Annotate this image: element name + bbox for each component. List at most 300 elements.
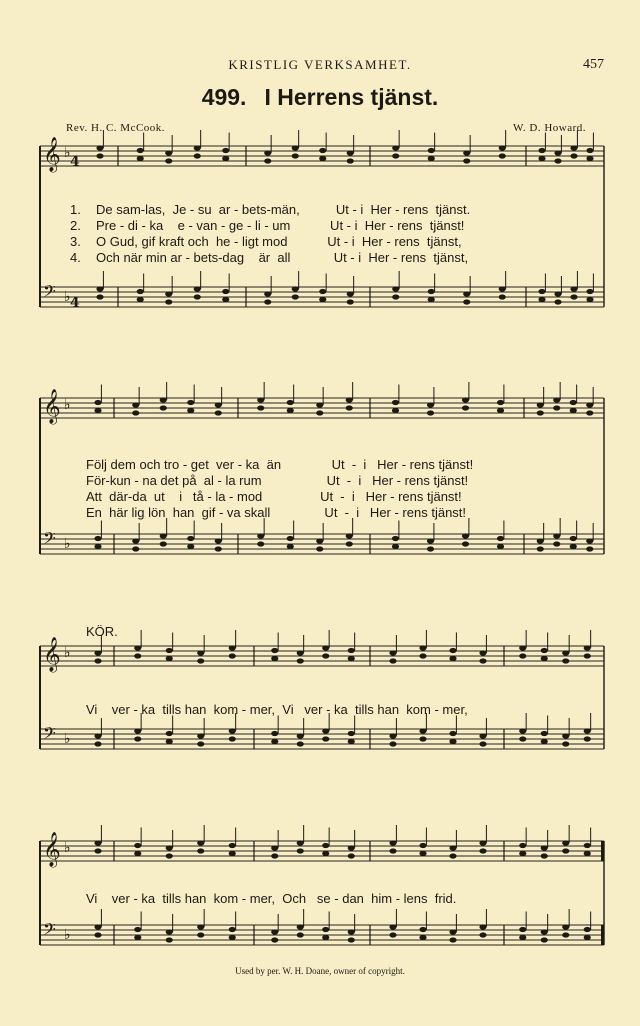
note-head — [257, 405, 264, 410]
note-head — [428, 289, 435, 294]
note-head — [197, 733, 204, 738]
note-head — [389, 650, 396, 655]
note-head — [519, 653, 526, 658]
verse-2-continuation: För-kun - na det på al - la rum Ut - i Her - rens tjänst! — [86, 473, 469, 488]
note-head — [499, 286, 506, 291]
note-head — [541, 648, 548, 653]
note-head — [160, 405, 167, 410]
note-head — [94, 924, 101, 929]
note-head — [479, 650, 486, 655]
note-head — [479, 848, 486, 853]
note-head — [541, 731, 548, 736]
note-head — [222, 289, 229, 294]
note-head — [497, 544, 504, 549]
note-head — [392, 400, 399, 405]
treble-clef-icon: 𝄞 — [43, 137, 61, 172]
note-head — [271, 937, 278, 942]
note-head — [134, 736, 141, 741]
bass-clef-icon: 𝄢 — [43, 919, 56, 943]
note-head — [137, 148, 144, 153]
note-head — [166, 853, 173, 858]
note-head — [462, 533, 469, 538]
chorus-line-2: Vi ver - ka tills han kom - mer, Och se - dan him - lens frid. — [86, 891, 457, 906]
note-head — [392, 153, 399, 158]
note-head — [292, 294, 299, 299]
note-head — [316, 402, 323, 407]
note-head — [570, 536, 577, 541]
hymn-number: 499. — [201, 84, 247, 110]
note-head — [287, 400, 294, 405]
note-head — [538, 297, 545, 302]
note-head — [297, 840, 304, 845]
note-head — [479, 932, 486, 937]
note-head — [392, 536, 399, 541]
bass-clef-icon: 𝄢 — [43, 281, 56, 305]
note-head — [292, 153, 299, 158]
note-head — [160, 541, 167, 546]
note-head — [229, 728, 236, 733]
note-head — [463, 291, 470, 296]
note-head — [322, 653, 329, 658]
note-head — [271, 731, 278, 736]
note-head — [322, 645, 329, 650]
note-head — [348, 853, 355, 858]
note-head — [194, 145, 201, 150]
note-head — [271, 739, 278, 744]
note-head — [428, 297, 435, 302]
note-head — [264, 291, 271, 296]
note-head — [322, 728, 329, 733]
note-head — [94, 741, 101, 746]
treble-clef-icon: 𝄞 — [43, 389, 61, 424]
treble-clef-icon: 𝄞 — [43, 637, 61, 672]
note-head — [322, 851, 329, 856]
composer-credit: W. D. Howard. — [513, 122, 586, 134]
note-head — [194, 286, 201, 291]
note-head — [137, 297, 144, 302]
note-head — [586, 538, 593, 543]
note-head — [537, 546, 544, 551]
note-head — [166, 929, 173, 934]
note-head — [419, 851, 426, 856]
time-signature-icon: 4 — [70, 295, 80, 311]
note-head — [166, 656, 173, 661]
flat-sign-icon: ♭ — [64, 397, 71, 413]
note-head — [428, 148, 435, 153]
note-head — [165, 150, 172, 155]
note-head — [346, 405, 353, 410]
note-head — [197, 848, 204, 853]
note-head — [427, 538, 434, 543]
note-head — [537, 410, 544, 415]
verse-1-continuation: Följ dem och tro - get ver - ka än Ut - i Her - rens tjänst! — [86, 457, 474, 472]
note-head — [271, 853, 278, 858]
note-head — [562, 658, 569, 663]
note-head — [584, 927, 591, 932]
note-head — [319, 156, 326, 161]
note-head — [419, 645, 426, 650]
note-head — [96, 294, 103, 299]
note-head — [554, 158, 561, 163]
note-head — [541, 853, 548, 858]
note-head — [537, 402, 544, 407]
note-head — [94, 408, 101, 413]
note-head — [586, 289, 593, 294]
note-head — [586, 148, 593, 153]
note-head — [427, 546, 434, 551]
note-head — [562, 848, 569, 853]
note-head — [160, 533, 167, 538]
note-head — [165, 299, 172, 304]
note-head — [449, 853, 456, 858]
verse-1-line: 1. De sam-las, Je - su ar - bets-män, Ut - i Her - rens tjänst. — [70, 202, 471, 217]
note-head — [187, 544, 194, 549]
note-head — [94, 733, 101, 738]
verse-3-continuation: Att där-da ut i tå - la - mod Ut - i Her - rens tjänst! — [86, 489, 462, 504]
note-head — [497, 536, 504, 541]
chorus-line-1: Vi ver - ka tills han kom - mer, Vi ver - ka tills han kom - mer, — [86, 702, 468, 717]
note-head — [519, 728, 526, 733]
note-head — [479, 741, 486, 746]
flat-sign-icon: ♭ — [64, 731, 71, 747]
note-head — [197, 932, 204, 937]
verse-4-line: 4. Och när min ar - bets-dag är all Ut - i Her - rens tjänst, — [70, 250, 469, 265]
note-head — [316, 546, 323, 551]
section-header: KRISTLIG VERKSAMHET. — [228, 57, 412, 72]
note-head — [553, 397, 560, 402]
note-head — [134, 728, 141, 733]
note-head — [187, 408, 194, 413]
note-head — [197, 924, 204, 929]
note-head — [584, 851, 591, 856]
note-head — [449, 845, 456, 850]
note-head — [347, 150, 354, 155]
note-head — [132, 538, 139, 543]
note-head — [554, 150, 561, 155]
note-head — [463, 150, 470, 155]
time-signature-icon: 4 — [70, 154, 80, 170]
note-head — [541, 739, 548, 744]
note-head — [134, 935, 141, 940]
note-head — [94, 848, 101, 853]
note-head — [348, 845, 355, 850]
note-head — [538, 289, 545, 294]
note-head — [541, 937, 548, 942]
note-head — [463, 299, 470, 304]
note-head — [257, 541, 264, 546]
note-head — [584, 653, 591, 658]
note-head — [132, 546, 139, 551]
note-head — [586, 297, 593, 302]
note-head — [94, 400, 101, 405]
note-head — [319, 148, 326, 153]
note-head — [584, 935, 591, 940]
note-head — [519, 927, 526, 932]
note-head — [427, 402, 434, 407]
note-head — [462, 405, 469, 410]
note-head — [570, 145, 577, 150]
note-head — [479, 840, 486, 845]
note-head — [499, 153, 506, 158]
note-head — [264, 150, 271, 155]
note-head — [538, 148, 545, 153]
note-head — [586, 546, 593, 551]
note-head — [134, 851, 141, 856]
note-head — [94, 932, 101, 937]
note-head — [166, 845, 173, 850]
note-head — [346, 397, 353, 402]
note-head — [194, 294, 201, 299]
note-head — [222, 148, 229, 153]
flat-sign-icon: ♭ — [64, 645, 71, 661]
note-head — [166, 739, 173, 744]
note-head — [541, 656, 548, 661]
note-head — [287, 536, 294, 541]
note-head — [449, 656, 456, 661]
note-head — [292, 145, 299, 150]
note-head — [392, 408, 399, 413]
note-head — [347, 158, 354, 163]
note-head — [229, 935, 236, 940]
note-head — [322, 843, 329, 848]
note-head — [449, 929, 456, 934]
note-head — [297, 741, 304, 746]
note-head — [584, 736, 591, 741]
note-head — [197, 741, 204, 746]
note-head — [297, 658, 304, 663]
note-head — [346, 541, 353, 546]
note-head — [134, 843, 141, 848]
note-head — [389, 848, 396, 853]
note-head — [94, 658, 101, 663]
note-head — [264, 158, 271, 163]
note-head — [96, 153, 103, 158]
note-head — [94, 650, 101, 655]
note-head — [96, 145, 103, 150]
note-head — [348, 929, 355, 934]
note-head — [132, 410, 139, 415]
note-head — [347, 299, 354, 304]
note-head — [427, 410, 434, 415]
note-head — [94, 840, 101, 845]
note-head — [215, 402, 222, 407]
note-head — [348, 937, 355, 942]
verse-4-continuation: En här lig lön han gif - va skall Ut - i Her - rens tjänst! — [86, 505, 467, 520]
note-head — [562, 650, 569, 655]
note-head — [322, 927, 329, 932]
note-head — [197, 650, 204, 655]
note-head — [348, 739, 355, 744]
note-head — [428, 156, 435, 161]
note-head — [389, 741, 396, 746]
note-head — [297, 924, 304, 929]
flat-sign-icon: ♭ — [64, 145, 71, 161]
note-head — [287, 544, 294, 549]
note-head — [297, 733, 304, 738]
note-head — [347, 291, 354, 296]
flat-sign-icon: ♭ — [64, 927, 71, 943]
note-head — [392, 294, 399, 299]
note-head — [348, 731, 355, 736]
note-head — [197, 658, 204, 663]
note-head — [462, 541, 469, 546]
note-head — [134, 653, 141, 658]
note-head — [319, 289, 326, 294]
note-head — [570, 286, 577, 291]
note-head — [449, 937, 456, 942]
lyricist-credit: Rev. H. C. McCook. — [66, 122, 166, 134]
verse-2-line: 2. Pre - di - ka e - van - ge - li - um Ut - i Her - rens tjänst! — [70, 218, 465, 233]
flat-sign-icon: ♭ — [64, 840, 71, 856]
note-head — [497, 408, 504, 413]
note-head — [419, 927, 426, 932]
note-head — [166, 937, 173, 942]
note-head — [297, 848, 304, 853]
note-head — [570, 408, 577, 413]
note-head — [96, 286, 103, 291]
note-head — [165, 291, 172, 296]
note-head — [264, 299, 271, 304]
note-head — [389, 924, 396, 929]
note-head — [586, 156, 593, 161]
note-head — [554, 299, 561, 304]
note-head — [222, 156, 229, 161]
note-head — [132, 402, 139, 407]
note-head — [229, 736, 236, 741]
note-head — [287, 408, 294, 413]
note-head — [570, 294, 577, 299]
note-head — [537, 538, 544, 543]
note-head — [570, 544, 577, 549]
note-head — [519, 851, 526, 856]
note-head — [94, 536, 101, 541]
note-head — [137, 289, 144, 294]
note-head — [271, 929, 278, 934]
note-head — [222, 297, 229, 302]
note-head — [94, 544, 101, 549]
note-head — [134, 927, 141, 932]
copyright-note: Used by per. W. H. Doane, owner of copyright. — [235, 966, 405, 976]
note-head — [316, 410, 323, 415]
note-head — [541, 845, 548, 850]
note-head — [257, 533, 264, 538]
note-head — [297, 650, 304, 655]
note-head — [419, 935, 426, 940]
note-head — [449, 731, 456, 736]
note-head — [562, 840, 569, 845]
note-head — [419, 736, 426, 741]
flat-sign-icon: ♭ — [64, 536, 71, 552]
note-head — [322, 736, 329, 741]
note-head — [166, 731, 173, 736]
note-head — [562, 932, 569, 937]
bass-clef-icon: 𝄢 — [43, 723, 56, 747]
note-head — [165, 158, 172, 163]
note-head — [389, 932, 396, 937]
hymn-title: I Herrens tjänst. — [264, 84, 439, 110]
note-head — [316, 538, 323, 543]
note-head — [322, 935, 329, 940]
note-head — [479, 924, 486, 929]
treble-clef-icon: 𝄞 — [43, 832, 61, 867]
note-head — [586, 410, 593, 415]
note-head — [187, 400, 194, 405]
note-head — [519, 645, 526, 650]
note-head — [215, 410, 222, 415]
note-head — [499, 145, 506, 150]
note-head — [584, 645, 591, 650]
note-head — [584, 728, 591, 733]
note-head — [392, 286, 399, 291]
note-head — [348, 656, 355, 661]
note-head — [215, 538, 222, 543]
note-head — [346, 533, 353, 538]
note-head — [137, 156, 144, 161]
note-head — [553, 533, 560, 538]
note-head — [519, 935, 526, 940]
verse-3-line: 3. O Gud, gif kraft och he - ligt mod Ut - i Her - rens tjänst, — [70, 234, 462, 249]
note-head — [449, 739, 456, 744]
note-head — [584, 843, 591, 848]
note-head — [570, 400, 577, 405]
note-head — [562, 733, 569, 738]
note-head — [229, 851, 236, 856]
note-head — [271, 845, 278, 850]
note-head — [562, 741, 569, 746]
note-head — [392, 145, 399, 150]
note-head — [229, 645, 236, 650]
note-head — [229, 927, 236, 932]
note-head — [449, 648, 456, 653]
note-head — [271, 656, 278, 661]
note-head — [541, 929, 548, 934]
note-head — [257, 397, 264, 402]
note-head — [292, 286, 299, 291]
note-head — [499, 294, 506, 299]
note-head — [553, 405, 560, 410]
note-head — [519, 843, 526, 848]
note-head — [229, 653, 236, 658]
note-head — [479, 733, 486, 738]
note-head — [419, 728, 426, 733]
note-head — [538, 156, 545, 161]
note-head — [229, 843, 236, 848]
note-head — [392, 544, 399, 549]
note-head — [134, 645, 141, 650]
note-head — [319, 297, 326, 302]
note-head — [197, 840, 204, 845]
note-head — [497, 400, 504, 405]
note-head — [194, 153, 201, 158]
chorus-label: KÖR. — [86, 624, 118, 639]
note-head — [553, 541, 560, 546]
note-head — [419, 843, 426, 848]
note-head — [187, 536, 194, 541]
note-head — [479, 658, 486, 663]
note-head — [297, 932, 304, 937]
note-head — [554, 291, 561, 296]
note-head — [570, 153, 577, 158]
note-head — [462, 397, 469, 402]
note-head — [389, 658, 396, 663]
note-head — [519, 736, 526, 741]
note-head — [160, 397, 167, 402]
note-head — [463, 158, 470, 163]
note-head — [562, 924, 569, 929]
page-number: 457 — [583, 57, 604, 72]
note-head — [586, 402, 593, 407]
note-head — [348, 648, 355, 653]
